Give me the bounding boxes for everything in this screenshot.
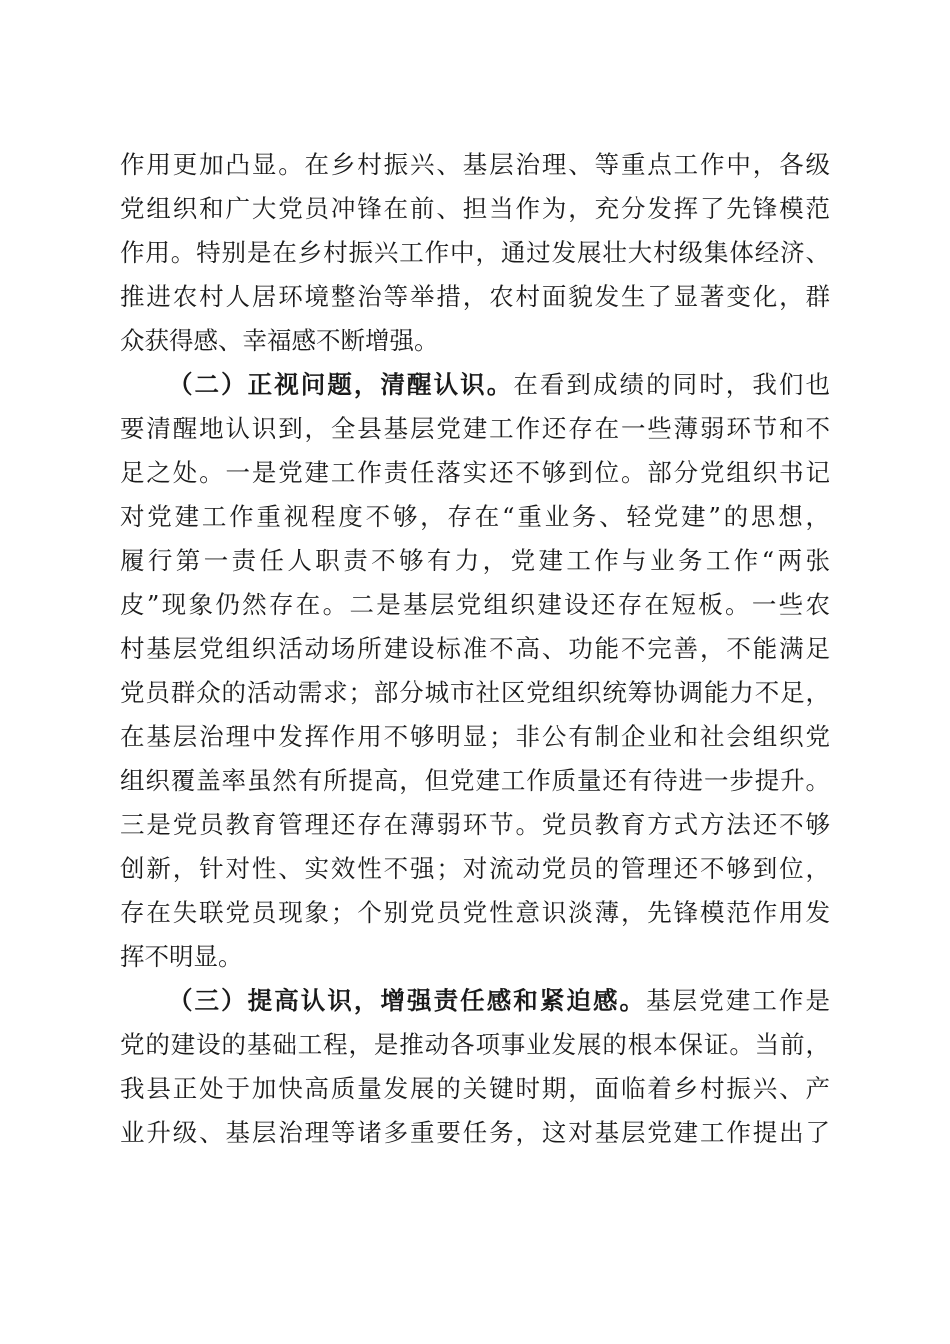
text-line <box>120 717 830 757</box>
line-text: 对党建工作重视程度不够，存在“重业务、轻党建”的思想， <box>120 502 830 531</box>
line-text: 存在失联党员现象；个别党员党性意识淡薄，先锋模范作用发 <box>120 898 830 927</box>
line-text: 党的建设的基础工程，是推动各项事业发展的根本保证。当前， <box>120 1030 830 1059</box>
line-text: 组织覆盖率虽然有所提高，但党建工作质量还有待进一步提升。 <box>120 766 830 795</box>
text-line <box>120 893 830 933</box>
text-line <box>120 277 830 317</box>
section-heading-line <box>168 365 830 405</box>
line-text: 基层党建工作是 <box>646 986 830 1015</box>
text-line <box>120 189 830 229</box>
line-text: 业升级、基层治理等诸多重要任务，这对基层党建工作提出了 <box>120 1118 830 1147</box>
line-text: 党组织和广大党员冲锋在前、担当作为，充分发挥了先锋模范 <box>120 194 830 223</box>
text-line <box>120 849 830 889</box>
text-line <box>120 673 830 713</box>
line-text: 挥不明显。 <box>120 942 243 971</box>
text-line <box>120 629 830 669</box>
line-text: 皮”现象仍然存在。二是基层党组织建设还存在短板。一些农 <box>120 590 830 619</box>
text-line <box>120 1069 830 1109</box>
line-text: 要清醒地认识到，全县基层党建工作还存在一些薄弱环节和不 <box>120 414 830 443</box>
line-text: 三是党员教育管理还存在薄弱环节。党员教育方式方法还不够 <box>120 810 830 839</box>
text-line <box>120 233 830 273</box>
text-line <box>120 541 830 581</box>
line-text: 村基层党组织活动场所建设标准不高、功能不完善，不能满足 <box>120 634 830 663</box>
line-text: 作用。特别是在乡村振兴工作中，通过发展壮大村级集体经济、 <box>120 238 830 267</box>
text-line <box>120 321 830 361</box>
line-text: 在看到成绩的同时，我们也 <box>513 370 830 399</box>
text-line <box>120 761 830 801</box>
line-text: 在基层治理中发挥作用不够明显；非公有制企业和社会组织党 <box>120 722 830 751</box>
line-text: 作用更加凸显。在乡村振兴、基层治理、等重点工作中，各级 <box>120 150 830 179</box>
line-text: 我县正处于加快高质量发展的关键时期，面临着乡村振兴、产 <box>120 1074 830 1103</box>
line-text: 创新，针对性、实效性不强；对流动党员的管理还不够到位， <box>120 854 830 883</box>
line-text: 足之处。一是党建工作责任落实还不够到位。部分党组织书记 <box>120 458 830 487</box>
text-line <box>120 409 830 449</box>
text-line <box>120 145 830 185</box>
text-line <box>120 805 830 845</box>
line-text: 众获得感、幸福感不断增强。 <box>120 326 439 355</box>
section-heading-line <box>168 981 830 1021</box>
text-line <box>120 585 830 625</box>
line-text: 履行第一责任人职责不够有力，党建工作与业务工作“两张 <box>120 546 830 575</box>
line-text: 推进农村人居环境整治等举措，农村面貌发生了显著变化，群 <box>120 282 830 311</box>
text-line <box>120 1113 830 1153</box>
text-line <box>120 453 830 493</box>
line-text: 党员群众的活动需求；部分城市社区党组织统筹协调能力不足， <box>120 678 830 707</box>
text-line <box>120 497 830 537</box>
text-line <box>120 1025 830 1065</box>
section-heading-2: （二）正视问题，清醒认识。 <box>168 370 514 399</box>
text-line <box>120 937 830 977</box>
section-heading-3: （三）提高认识，增强责任感和紧迫感。 <box>168 986 647 1015</box>
